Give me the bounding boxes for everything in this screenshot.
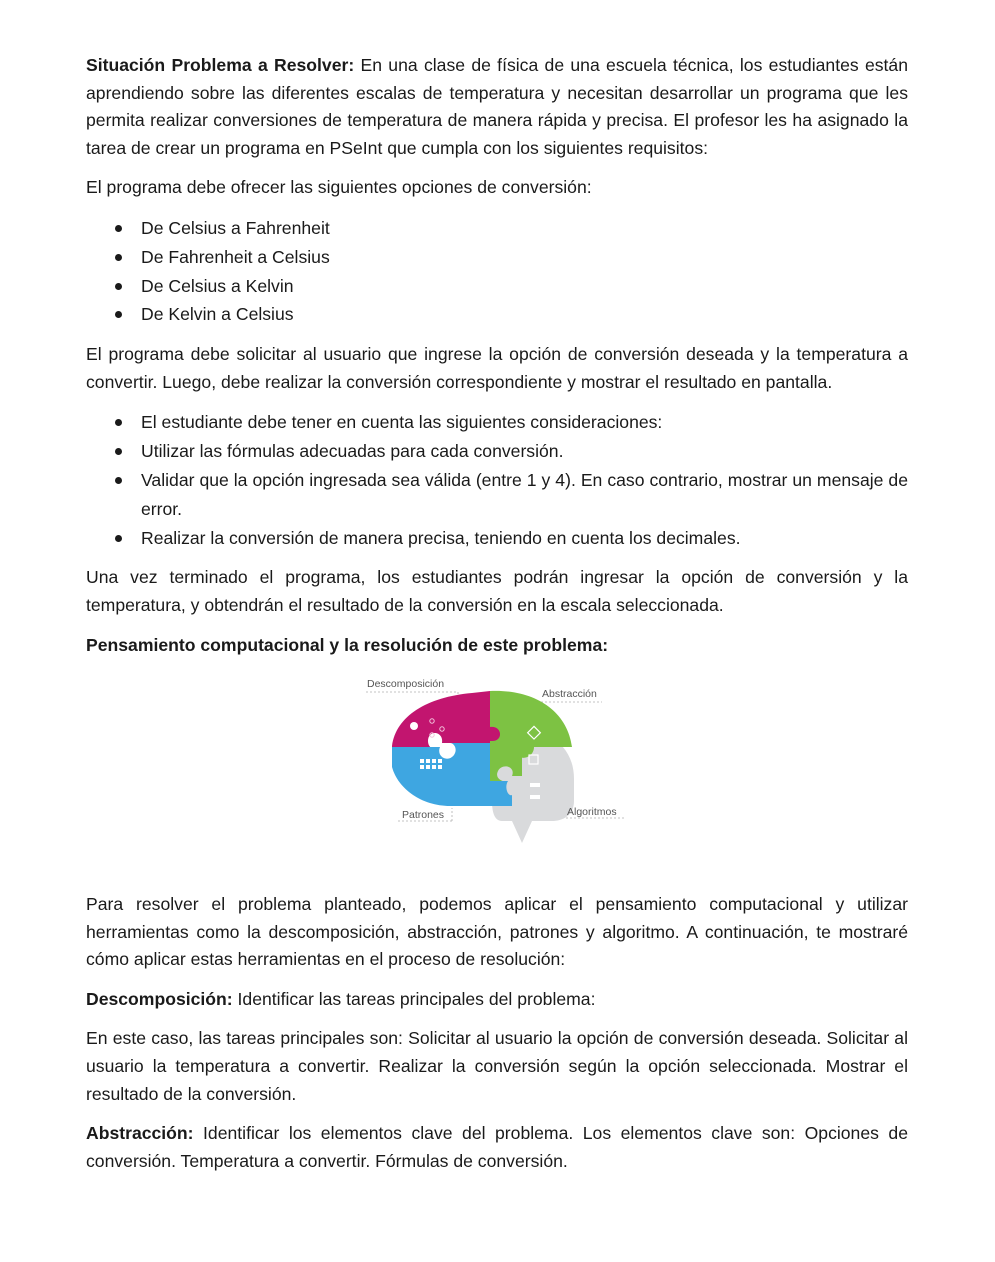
descomposicion-piece (392, 691, 500, 749)
descomposicion-label-text: Descomposición: (86, 988, 233, 1009)
document-page (86, 52, 908, 1187)
consideraciones-list (86, 408, 908, 552)
list-item: De Celsius a Fahrenheit (86, 214, 908, 243)
solicitud-paragraph: El programa debe solicitar al usuario que ingrese la opción de conversión deseada y la temperatura a convertir. Luego, debe realizar la conversión correspondiente y mostrar el resultado en pantalla. (86, 344, 908, 392)
abstraccion-paragraph (86, 1120, 908, 1175)
abstraccion-label: Abstracción (542, 688, 597, 701)
list-item: Realizar la conversión de manera precisa, teniendo en cuenta los decimales. (86, 524, 908, 553)
list-item: Utilizar las fórmulas adecuadas para cada conversión. (86, 437, 908, 466)
situacion-label: Situación Problema a Resolver: (86, 55, 355, 75)
brain-puzzle-illustration (362, 671, 632, 881)
descomposicion-text: Identificar las tareas principales del problema: (237, 988, 596, 1009)
abstraccion-label-text: Abstracción: (86, 1123, 194, 1144)
list-item: Validar que la opción ingresada sea válida (entre 1 y 4). En caso contrario, mostrar un mensaje de error. (86, 466, 908, 524)
patrones-label: Patrones (402, 809, 445, 822)
list-item: De Kelvin a Celsius (86, 300, 908, 329)
opciones-list (86, 214, 908, 329)
pensamiento-heading: Pensamiento computacional y la resolución de este problema: (86, 634, 609, 655)
abstraccion-text: Identificar los elementos clave del problema. Los elementos clave son: Opciones de conversión. Temperatura a convertir. Fórmulas de conversión. (86, 1123, 908, 1171)
opciones-intro: El programa debe ofrecer las siguientes opciones de conversión: (86, 177, 592, 198)
brain-puzzle-figure (86, 671, 908, 881)
tareas-paragraph: En este caso, las tareas principales son: Solicitar al usuario la opción de conversión deseada. Solicitar al usuario la temperatura a convertir. Realizar la conversión según la opción seleccionada. Mostrar el resultado de la conversión. (86, 1028, 908, 1104)
descomposicion-label: Descomposición (367, 678, 445, 691)
list-item: De Celsius a Kelvin (86, 272, 908, 301)
final-paragraph: Una vez terminado el programa, los estudiantes podrán ingresar la opción de conversión y la temperatura, y obtendrán el resultado de la conversión en la escala seleccionada. (86, 567, 908, 615)
situacion-paragraph (86, 52, 908, 162)
situacion-text: En una clase de física de una escuela técnica, los estudiantes están aprendiendo sobre las diferentes escalas de temperatura y necesitan desarrollar un programa que les permita realizar conversiones de temperatura de manera rápida y precisa. El profesor les ha asignado la tarea de crear un programa en PSeInt que cumpla con los siguientes requisitos: (86, 55, 908, 158)
algoritmos-label: Algoritmos (567, 806, 617, 819)
list-item: El estudiante debe tener en cuenta las siguientes consideraciones: (86, 408, 908, 437)
para-resolver-paragraph: Para resolver el problema planteado, podemos aplicar el pensamiento computacional y utilizar herramientas como la descomposición, abstracción, patrones y algoritmo. A continuación, te mostraré cómo aplicar estas herramientas en el proceso de resolución: (86, 894, 908, 970)
list-item: De Fahrenheit a Celsius (86, 243, 908, 272)
descomposicion-paragraph (86, 986, 908, 1014)
